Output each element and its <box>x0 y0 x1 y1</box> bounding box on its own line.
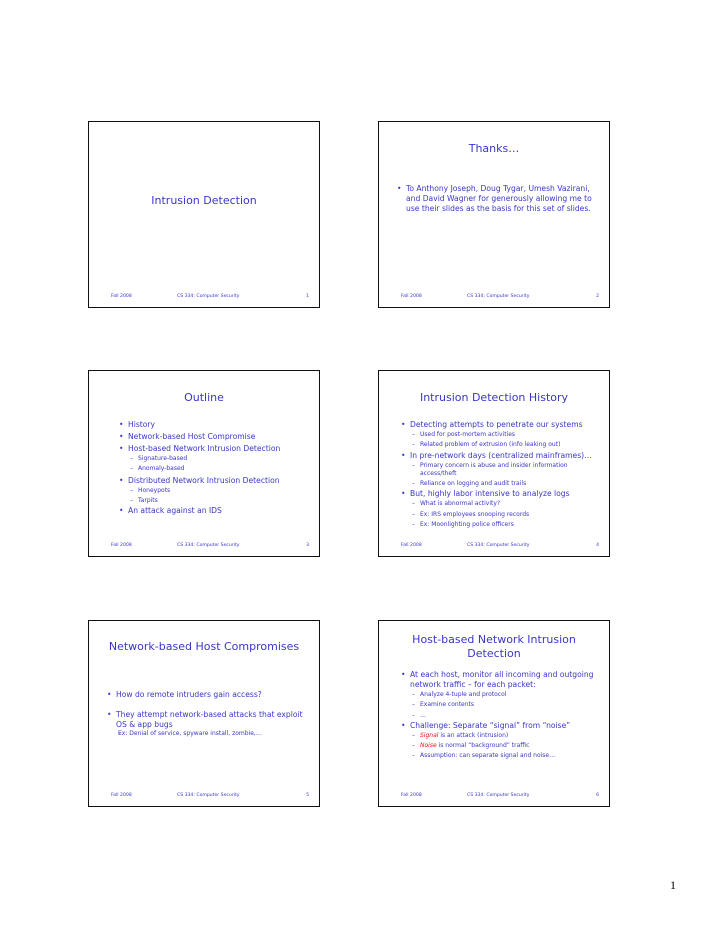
page-number: 1 <box>670 878 676 892</box>
slide-body <box>397 184 601 214</box>
slide-title: Intrusion Detection <box>151 194 257 207</box>
slide-title: Outline <box>184 391 224 404</box>
sub-bullet: – Reliance on logging and audit trails <box>401 480 601 488</box>
sub-bullet: – Primary concern is abuse and insider information access/theft <box>401 462 601 479</box>
bullet: • To Anthony Joseph, Doug Tygar, Umesh Vazirani, and David Wagner for generously allowing me to use their slides as the basis for this set of slides. <box>397 184 601 214</box>
bullet: • Host-based Network Intrusion Detection <box>119 444 311 454</box>
signal-desc: is an attack (intrusion) <box>438 731 509 739</box>
slide-title: Thanks… <box>468 142 520 155</box>
footer-course: CS 334: Computer Security <box>467 294 530 299</box>
sub-bullet: – Anomaly-based <box>119 465 311 473</box>
slide-body <box>401 420 601 529</box>
bullet: • They attempt network-based attacks that exploit OS & app bugs <box>107 710 311 730</box>
sub-bullet <box>401 732 601 740</box>
bullet: • At each host, monitor all incoming and outgoing network traffic – for each packet: <box>401 670 601 690</box>
slide-2 <box>378 121 610 308</box>
slide-footer <box>111 543 309 548</box>
footer-term: Fall 2008 <box>401 294 422 299</box>
bullet: • But, highly labor intensive to analyze logs <box>401 489 601 499</box>
sub-bullet: – … <box>401 712 601 720</box>
slide-1 <box>88 121 320 308</box>
sub-bullet: – Analyze 4-tuple and protocol <box>401 691 601 699</box>
slide-footer <box>111 294 309 299</box>
bullet: • Network-based Host Compromise <box>119 432 311 442</box>
slide-body <box>107 690 311 738</box>
footer-term: Fall 2008 <box>111 294 132 299</box>
slide-6 <box>378 620 610 807</box>
bullet: • Challenge: Separate “signal” from “noise” <box>401 721 601 731</box>
sub-bullet: – Signature-based <box>119 455 311 463</box>
slide-title: Intrusion Detection History <box>419 391 569 404</box>
slide-number: 5 <box>306 793 309 798</box>
footer-term: Fall 2008 <box>401 793 422 798</box>
footer-term: Fall 2008 <box>111 793 132 798</box>
footer-course: CS 334: Computer Security <box>177 294 240 299</box>
bullet: • History <box>119 420 311 430</box>
sub-bullet: – Used for post-mortem activities <box>401 431 601 439</box>
sub-bullet <box>401 742 601 750</box>
bullet: • Detecting attempts to penetrate our systems <box>401 420 601 430</box>
slide-3 <box>88 370 320 557</box>
noise-term: Noise <box>420 742 437 750</box>
sub-bullet: – Assumption: can separate signal and noise… <box>401 752 601 760</box>
slide-number: 3 <box>306 543 309 548</box>
slide-footer <box>401 793 599 798</box>
bullet: • How do remote intruders gain access? <box>107 690 311 700</box>
sub-bullet: – Related problem of extrusion (info leaking out) <box>401 441 601 449</box>
sub-bullet: – Ex: Denial of service, spyware install, zombie,… <box>107 730 311 738</box>
footer-term: Fall 2008 <box>111 543 132 548</box>
sub-bullet: – Ex: IRS employees snooping records <box>401 511 601 519</box>
sub-bullet: – Honeypots <box>119 487 311 495</box>
slide-5 <box>88 620 320 807</box>
slide-4 <box>378 370 610 557</box>
bullet: • Distributed Network Intrusion Detection <box>119 476 311 486</box>
slide-footer <box>401 294 599 299</box>
signal-term: Signal <box>420 731 439 739</box>
slide-footer <box>111 793 309 798</box>
slide-title: Host-based Network Intrusion Detection <box>412 633 576 660</box>
slide-number: 2 <box>596 294 599 299</box>
slide-body <box>401 670 601 761</box>
slide-body <box>119 420 311 516</box>
noise-desc: is normal “background” traffic <box>436 742 530 750</box>
footer-course: CS 334: Computer Security <box>177 793 240 798</box>
slide-number: 4 <box>596 543 599 548</box>
footer-course: CS 334: Computer Security <box>467 793 530 798</box>
slide-title: Network-based Host Compromises <box>108 640 300 653</box>
sub-bullet: – Examine contents <box>401 701 601 709</box>
sub-bullet: – Tarpits <box>119 497 311 505</box>
bullet: • An attack against an IDS <box>119 506 311 516</box>
slide-footer <box>401 543 599 548</box>
sub-bullet: – What is abnormal activity? <box>401 500 601 508</box>
slide-number: 6 <box>596 793 599 798</box>
bullet: • In pre-network days (centralized mainframes)… <box>401 451 601 461</box>
footer-term: Fall 2008 <box>401 543 422 548</box>
footer-course: CS 334: Computer Security <box>467 543 530 548</box>
slide-number: 1 <box>306 294 309 299</box>
sub-bullet: – Ex: Moonlighting police officers <box>401 521 601 529</box>
footer-course: CS 334: Computer Security <box>177 543 240 548</box>
